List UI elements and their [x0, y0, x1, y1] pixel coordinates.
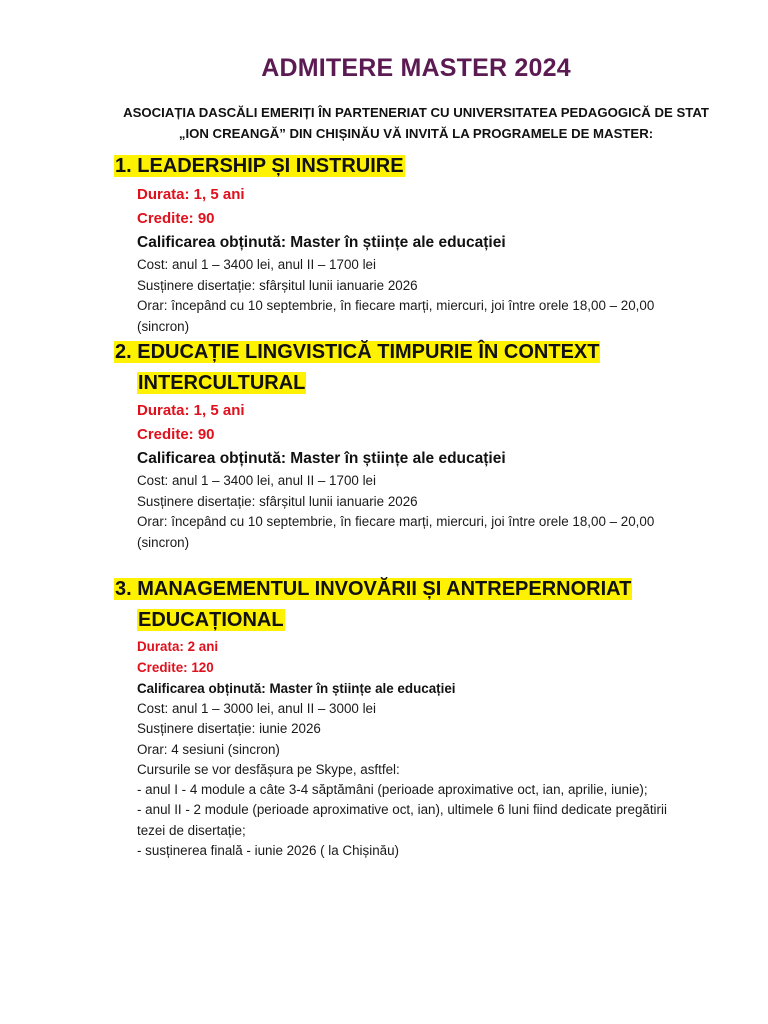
page-title: ADMITERE MASTER 2024	[261, 54, 571, 82]
program-3-schedule: Orar: 4 sesiuni (sincron)	[137, 741, 280, 757]
program-3-details	[137, 636, 747, 861]
program-3-duration: Durata: 2 ani	[137, 639, 219, 654]
subtitle-line-1: ASOCIAȚIA DASCĂLI EMERIȚI ÎN PARTENERIAT CU UNIVERSITATEA PEDAGOGICĂ DE STAT	[123, 105, 709, 120]
program-1-title-line-1: 1. LEADERSHIP ȘI INSTRUIRE	[115, 155, 404, 177]
program-1-qualification: Calificarea obținută: Master în științe ale educației	[137, 234, 506, 251]
program-2-schedule-line-2: (sincron)	[137, 534, 190, 550]
program-2-schedule-line-1: Orar: începând cu 10 septembrie, în fiecare marți, miercuri, joi între orele 18,00 – 20,00	[137, 514, 655, 529]
program-2-title-line-1: 2. EDUCAȚIE LINGVISTICĂ TIMPURIE ÎN CONTEXT	[115, 341, 600, 363]
program-1-details	[137, 183, 747, 337]
program-3-qualification: Calificarea obținută: Master în științe ale educației	[137, 681, 456, 696]
program-2-cost: Cost: anul 1 – 3400 lei, anul II – 1700 lei	[137, 473, 376, 488]
program-3-final: - susținerea finală - iunie 2026 ( la Chișinău)	[137, 843, 400, 859]
program-3-cost: Cost: anul 1 – 3000 lei, anul II – 3000 lei	[137, 701, 376, 716]
program-3-title-line-1: 3. MANAGEMENTUL INVOVĂRII ȘI ANTREPERNORIAT	[115, 578, 632, 600]
program-3-courses-intro: Cursurile se vor desfășura pe Skype, asftfel:	[137, 761, 400, 777]
program-1-credits: Credite: 90	[137, 210, 215, 227]
program-3-title-line-2: EDUCAȚIONAL	[138, 609, 284, 631]
program-1-thesis: Susținere disertație: sfârșitul lunii ianuarie 2026	[137, 277, 418, 293]
program-2-credits: Credite: 90	[137, 426, 215, 443]
program-2-thesis: Susținere disertație: sfârșitul lunii ianuarie 2026	[137, 493, 418, 509]
program-2-qualification: Calificarea obținută: Master în științe ale educației	[137, 450, 506, 467]
program-1-schedule-line-1: Orar: începând cu 10 septembrie, în fiecare marți, miercuri, joi între orele 18,00 – 20,00	[137, 298, 655, 313]
program-1-cost: Cost: anul 1 – 3400 lei, anul II – 1700 lei	[137, 257, 376, 272]
program-1-duration: Durata: 1, 5 ani	[137, 186, 245, 203]
program-2-title-line-2: INTERCULTURAL	[138, 372, 306, 394]
program-2-details	[137, 399, 747, 553]
program-2-duration: Durata: 1, 5 ani	[137, 402, 245, 419]
page-subtitle	[80, 102, 752, 144]
program-3-course-year-2-line-2: tezei de disertație;	[137, 822, 246, 838]
program-1-title	[114, 151, 674, 182]
program-3-course-year-1: - anul I - 4 module a câte 3-4 săptămâni (perioade aproximative oct, ian, aprilie, iunie);	[137, 782, 648, 798]
subtitle-line-2: „ION CREANGĂ” DIN CHIȘINĂU VĂ INVITĂ LA PROGRAMELE DE MASTER:	[178, 126, 654, 141]
program-3-title	[114, 574, 674, 636]
program-3-credits: Credite: 120	[137, 660, 214, 675]
program-1-schedule-line-2: (sincron)	[137, 318, 190, 334]
program-2-title	[114, 337, 674, 399]
program-3-course-year-2-line-1: - anul II - 2 module (perioade aproximative oct, ian), ultimele 6 luni fiind dedicate pregătirii	[137, 802, 667, 818]
program-3-thesis: Susținere disertație: iunie 2026	[137, 721, 321, 737]
